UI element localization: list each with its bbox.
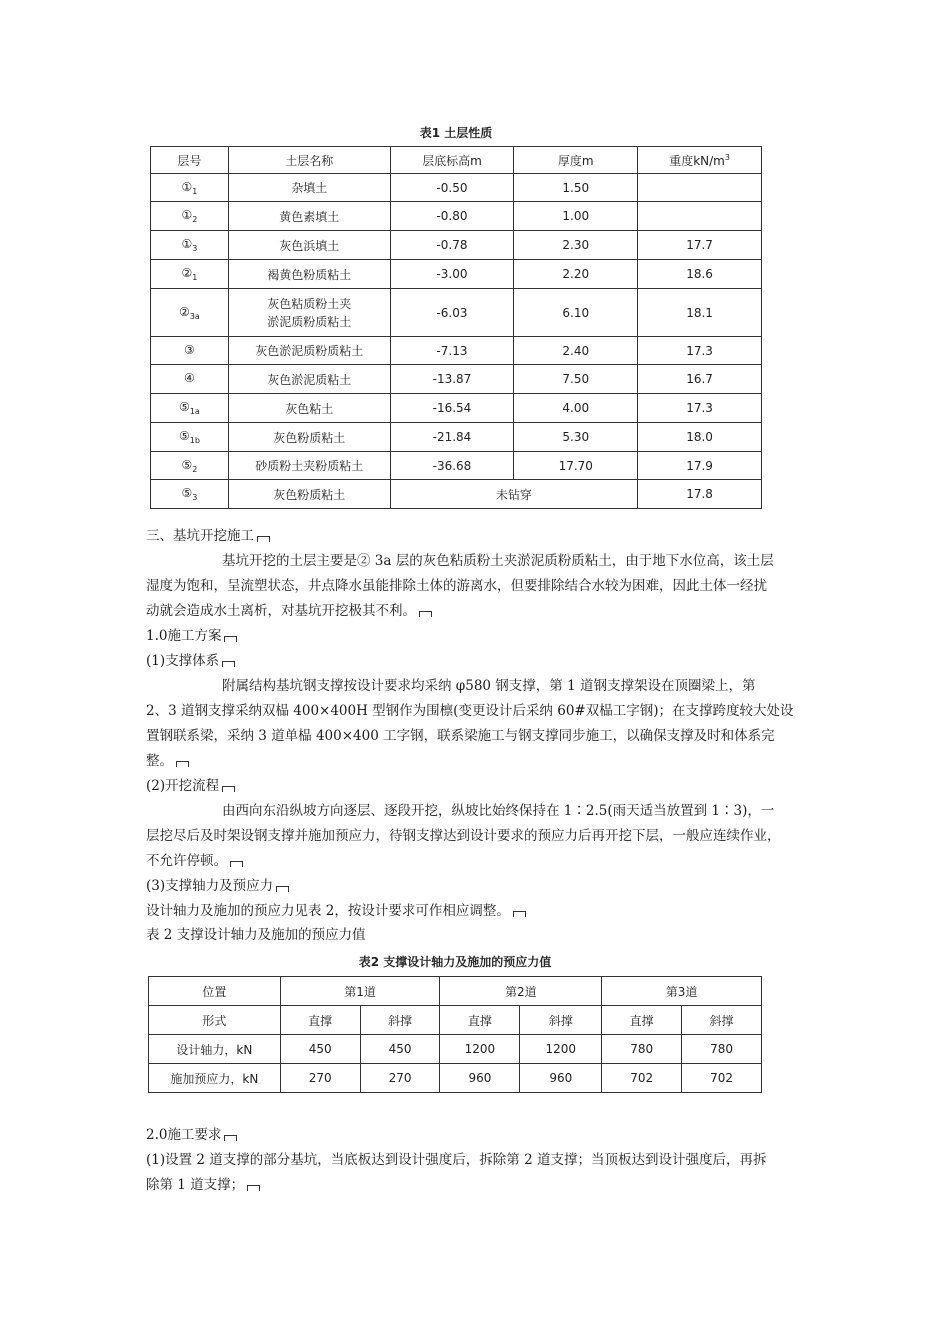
- value-cell: 450: [280, 1035, 360, 1064]
- paragraph-line: 2、3 道钢支撑采纳双榀 400×400H 型钢作为围檩(变更设计后采纳 60#双榀工字钢)；在支撑跨度较大处设: [146, 703, 794, 719]
- paragraph-line: 层挖尽后及时架设钢支撑并施加预应力，待钢支撑达到设计要求的预应力后再开挖下层，一般应连续作业，: [146, 828, 781, 844]
- thickness: 5.30: [514, 423, 638, 452]
- paragraph-line: (1)设置 2 道支撑的部分基坑，当底板达到设计强度后，拆除第 2 道支撑；当顶板达到设计强度后，再拆: [146, 1152, 767, 1168]
- soil-properties-table: [150, 146, 762, 509]
- layer-id: $⑤_2$: [151, 452, 229, 480]
- table-row: [151, 423, 762, 452]
- soil-name: 黄色素填土: [228, 202, 390, 231]
- form-cell: 直撑: [440, 1006, 520, 1035]
- paragraph-line: 除第 1 道支撑；: [146, 1176, 260, 1194]
- section-heading-3: 三、基坑开挖施工: [146, 527, 270, 545]
- unit-weight: [638, 174, 762, 202]
- form-label: 形式: [149, 1006, 281, 1035]
- unit-weight: 17.8: [638, 480, 762, 509]
- paragraph-line: 由西向东沿纵坡方向逐层、逐段开挖，纵坡比始终保持在 1∶2.5(雨天适当放置到 1∶3)，一: [222, 803, 775, 819]
- heading-excavation-flow: (2)开挖流程: [146, 777, 235, 795]
- paragraph-mark-icon: [224, 1135, 237, 1141]
- paragraph-line: 基坑开挖的土层主要是② 3a 层的灰色粘质粉土夹淤泥质粉质粘土，由于地下水位高，该土层: [222, 553, 774, 569]
- paragraph-line: 湿度为饱和，呈流塑状态，井点降水虽能排除土体的游离水，但要排除结合水较为困难，因此土体一经扰: [146, 578, 767, 594]
- soil-name: 灰色粘土: [228, 394, 390, 423]
- bottom-elevation: -0.50: [390, 174, 514, 202]
- unit-weight: 17.9: [638, 452, 762, 480]
- value-cell: 780: [602, 1035, 682, 1064]
- layer-id: $⑤_{1a}$: [151, 394, 229, 423]
- thickness: 7.50: [514, 365, 638, 394]
- table-row: [151, 174, 762, 202]
- unit-weight: 18.0: [638, 423, 762, 452]
- value-cell: 450: [360, 1035, 440, 1064]
- row-label: 设计轴力，kN: [149, 1035, 281, 1064]
- table-row: [149, 1064, 762, 1093]
- paragraph-mark-icon: [247, 1185, 260, 1191]
- position-label: 位置: [149, 977, 281, 1006]
- bottom-elevation: -36.68: [390, 452, 514, 480]
- table-row: [151, 452, 762, 480]
- heading-axial-force: (3)支撑轴力及预应力: [146, 877, 289, 895]
- thickness: 6.10: [514, 289, 638, 337]
- table1-header-row: [151, 147, 762, 174]
- thickness: 1.50: [514, 174, 638, 202]
- value-cell: 960: [520, 1064, 602, 1093]
- value-cell: 1200: [520, 1035, 602, 1064]
- soil-name: 灰色粉质粘土: [228, 423, 390, 452]
- table2-level-row: [149, 977, 762, 1006]
- not-drilled-through: 未钻穿: [390, 480, 638, 509]
- form-cell: 斜撑: [682, 1006, 762, 1035]
- thickness: 17.70: [514, 452, 638, 480]
- value-cell: 702: [602, 1064, 682, 1093]
- paragraph-line: 设计轴力及施加的预应力见表 2，按设计要求可作相应调整。: [146, 902, 526, 920]
- table-row: [151, 337, 762, 365]
- thickness: 2.20: [514, 260, 638, 289]
- soil-name: 灰色淤泥质粉质粘土: [228, 337, 390, 365]
- paragraph-line: 置钢联系梁，采纳 3 道单榀 400×400 工字钢，联系梁施工与钢支撑同步施工，以确保支撑及时和体系完: [146, 728, 775, 744]
- table-row: [151, 231, 762, 260]
- soil-name: 砂质粉土夹粉质粘土: [228, 452, 390, 480]
- support-force-table: [148, 976, 762, 1093]
- layer-id: $②_{3a}$: [151, 289, 229, 337]
- header-bottom-elevation: 层底标高m: [390, 147, 514, 174]
- layer-id: $⑤_{1b}$: [151, 423, 229, 452]
- soil-name: 灰色淤泥质粘土: [228, 365, 390, 394]
- thickness: 4.00: [514, 394, 638, 423]
- bottom-elevation: -16.54: [390, 394, 514, 423]
- layer-id: $①_3$: [151, 231, 229, 260]
- paragraph-mark-icon: [222, 661, 235, 667]
- form-cell: 斜撑: [520, 1006, 602, 1035]
- row-label: 施加预应力，kN: [149, 1064, 281, 1093]
- unit-weight: [638, 202, 762, 231]
- soil-name: 灰色浜填土: [228, 231, 390, 260]
- paragraph-line: 整。: [146, 752, 189, 770]
- heading-construction-plan: 1.0施工方案: [146, 627, 237, 645]
- thickness: 2.30: [514, 231, 638, 260]
- header-layer-no: 层号: [151, 147, 229, 174]
- value-cell: 960: [440, 1064, 520, 1093]
- table-row: [149, 1035, 762, 1064]
- layer-id: ④: [151, 365, 229, 394]
- heading-construction-requirements: 2.0施工要求: [146, 1126, 237, 1144]
- table2-form-row: [149, 1006, 762, 1035]
- table2-caption: 表2 支撑设计轴力及施加的预应力值: [358, 955, 552, 969]
- paragraph-line: 附属结构基坑钢支撑按设计要求均采纳 φ580 钢支撑，第 1 道钢支撑架设在顶圈梁上，第: [222, 678, 756, 694]
- table2-title-text: 表 2 支撑设计轴力及施加的预应力值: [146, 927, 366, 943]
- table-row: [151, 260, 762, 289]
- header-soil-name: 土层名称: [228, 147, 390, 174]
- unit-weight: 17.3: [638, 394, 762, 423]
- level-3: 第3道: [602, 977, 762, 1006]
- paragraph-mark-icon: [513, 911, 526, 917]
- paragraph-mark-icon: [419, 611, 432, 617]
- paragraph-mark-icon: [222, 786, 235, 792]
- soil-name: 灰色粘质粉土夹 淤泥质粉质粘土: [228, 289, 390, 337]
- paragraph-line: 动就会造成水土离析，对基坑开挖极其不利。: [146, 602, 432, 620]
- bottom-elevation: -21.84: [390, 423, 514, 452]
- value-cell: 270: [280, 1064, 360, 1093]
- form-cell: 直撑: [602, 1006, 682, 1035]
- bottom-elevation: -7.13: [390, 337, 514, 365]
- unit-weight: 17.3: [638, 337, 762, 365]
- form-cell: 斜撑: [360, 1006, 440, 1035]
- table-row: [151, 394, 762, 423]
- level-2: 第2道: [440, 977, 602, 1006]
- header-thickness: 厚度m: [514, 147, 638, 174]
- layer-id: $②_1$: [151, 260, 229, 289]
- bottom-elevation: -6.03: [390, 289, 514, 337]
- table-row: [151, 202, 762, 231]
- bottom-elevation: -0.80: [390, 202, 514, 231]
- unit-weight: 17.7: [638, 231, 762, 260]
- form-cell: 直撑: [280, 1006, 360, 1035]
- paragraph-mark-icon: [276, 886, 289, 892]
- value-cell: 270: [360, 1064, 440, 1093]
- header-unit-weight: 重度$kN/m^3$: [638, 147, 762, 174]
- heading-support-system: (1)支撑体系: [146, 652, 235, 670]
- paragraph-mark-icon: [176, 761, 189, 767]
- value-cell: 702: [682, 1064, 762, 1093]
- level-1: 第1道: [280, 977, 440, 1006]
- paragraph-mark-icon: [230, 861, 243, 867]
- layer-id: ③: [151, 337, 229, 365]
- value-cell: 780: [682, 1035, 762, 1064]
- table1-caption: 表1 土层性质: [419, 126, 493, 140]
- layer-id: $⑤_3$: [151, 480, 229, 509]
- paragraph-mark-icon: [257, 536, 270, 542]
- unit-weight: 18.6: [638, 260, 762, 289]
- soil-name: 褐黄色粉质粘土: [228, 260, 390, 289]
- layer-id: $①_2$: [151, 202, 229, 231]
- soil-name: 杂填土: [228, 174, 390, 202]
- unit-weight: 18.1: [638, 289, 762, 337]
- bottom-elevation: -0.78: [390, 231, 514, 260]
- table-row: [151, 480, 762, 509]
- unit-weight: 16.7: [638, 365, 762, 394]
- bottom-elevation: -13.87: [390, 365, 514, 394]
- table-row: [151, 289, 762, 337]
- bottom-elevation: -3.00: [390, 260, 514, 289]
- layer-id: $①_1$: [151, 174, 229, 202]
- thickness: 1.00: [514, 202, 638, 231]
- table-row: [151, 365, 762, 394]
- paragraph-line: 不允许停顿。: [146, 852, 243, 870]
- soil-name: 灰色粉质粘土: [228, 480, 390, 509]
- value-cell: 1200: [440, 1035, 520, 1064]
- thickness: 2.40: [514, 337, 638, 365]
- paragraph-mark-icon: [224, 636, 237, 642]
